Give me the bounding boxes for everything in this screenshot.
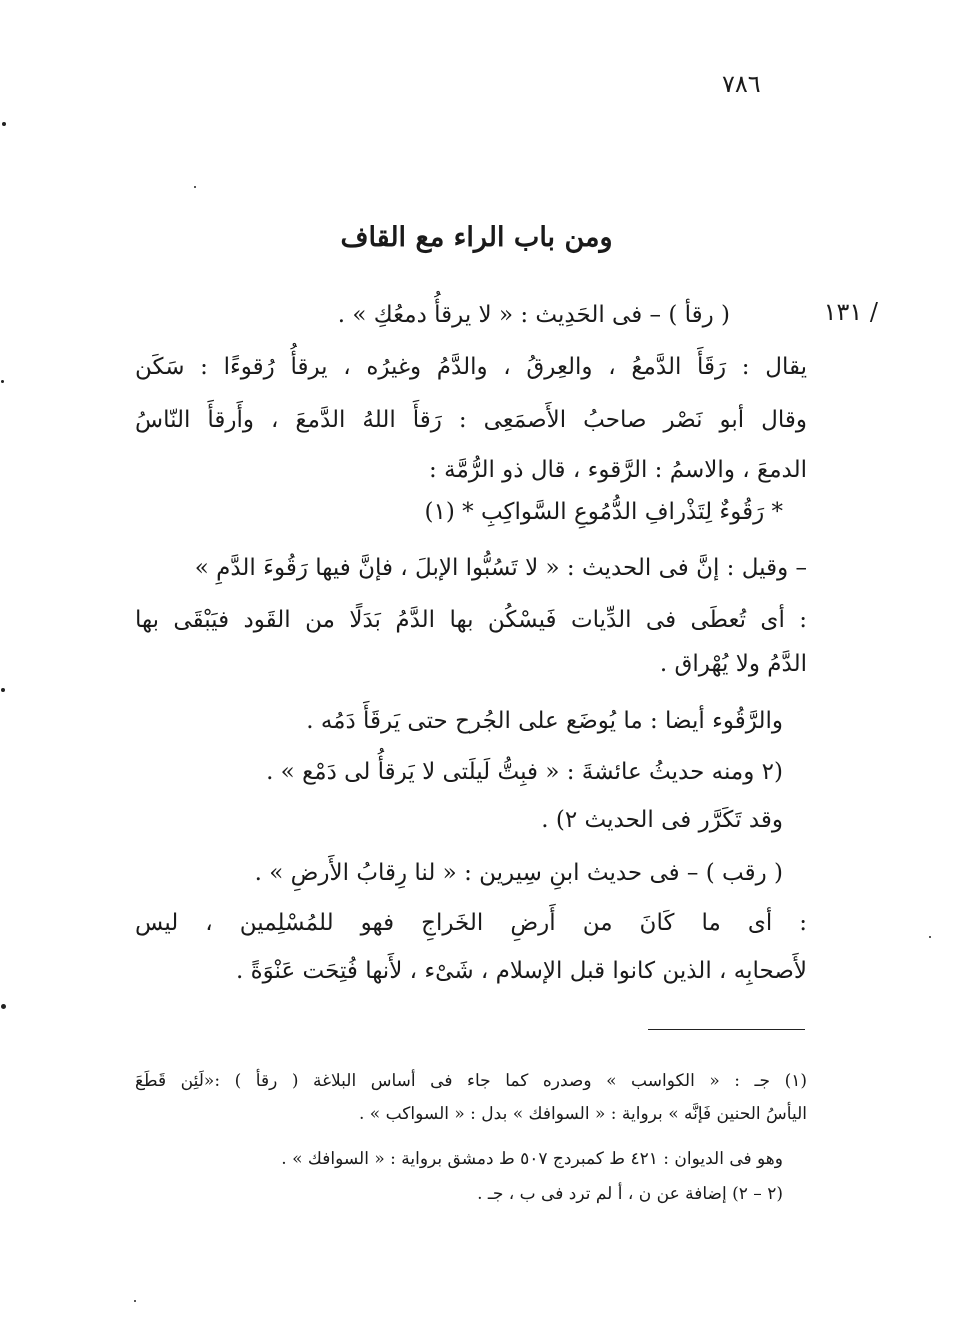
footnote-line: (١) جـ : « الكواسب » وصدره كما جاء فى أساس البلاغة ( رقأ ) :«لَئِن قَطَعَ (135, 1071, 807, 1091)
section-title: ومن باب الراء مع القاف (340, 222, 613, 253)
footnote-divider (648, 1029, 805, 1030)
scan-speck (1, 688, 5, 692)
footnote-line: (٢ – ٢) إضافة عن ن ، أ لم ترد فى ب ، جـ . (477, 1184, 783, 1204)
scan-speck (134, 1300, 136, 1302)
body-line: يقال : رَقَأَ الدَّمعُ ، والعِرقُ ، والدَّمُ وغيرُه ، يرقأُ رُقوءًا : سَكَن (135, 354, 807, 380)
body-line: وقال أبو نَصْر صاحبُ الأَصمَعِى : رَقأَ اللهُ الدَّمعَ ، وأَرقأَ النّاسُ (135, 407, 807, 433)
footnote-line: اليأسُ الحنين فَإنَّه » برواية : « السوافك » بدل : « السواكب » . (359, 1104, 807, 1124)
scan-speck (1, 380, 4, 383)
scan-speck (1, 1004, 6, 1009)
page-number: ٧٨٦ (722, 70, 761, 98)
body-line: وقد تَكَرَّر فى الحديث ٢) . (541, 807, 783, 833)
body-line: لأَصحابِه ، الذين كانوا قبل الإسلام ، شَىْء ، لأَنها فُتِحَت عَنْوَةً . (235, 958, 807, 984)
body-line: الدمعَ ، والاسمُ : الرَّقوء ، قال ذو الرُّمَّة : (429, 457, 807, 483)
body-line: ( رقأ ) – فى الحَدِيث : « لا يرقأُ دمعُكِ » . (337, 302, 730, 328)
body-line: : أى ما كَانَ من أَرضِ الخَراجِ فهو للمُسْلِمين ، ليس (135, 910, 807, 936)
body-line: : أى تُعطَى فى الدِّيات فَيسْكُن بها الدَّمُ بَدَلًا من القَود فيَبْقَى بها (135, 607, 807, 633)
body-line: (٢ ومنه حديثُ عائشةَ : « فبِتُّ لَيلَتى لا يَرقأُ لى دَمْع » . (266, 759, 783, 785)
body-line: الدَّمُ ولا يُهْراق . (659, 651, 807, 677)
scan-speck (929, 936, 931, 938)
scan-speck (2, 122, 6, 126)
body-line: – وقيل : إنَّ فى الحديث : « لا تَسُبُّوا الإبلَ ، فإنَّ فيها رَقُوءَ الدَّمِ » (194, 555, 807, 581)
verse-line: * رَقُوءٌ لِتَذْرافِ الدُّمُوعِ السَّواكِبِ * (١) (424, 499, 783, 525)
scan-speck (194, 186, 196, 188)
entry-number: ١٣١ / (823, 298, 878, 326)
body-line: والرَّقُوء أيضا : ما يُوضَع على الجُرح حتى يَرقَأَ دَمُه . (306, 708, 783, 734)
body-line: ( رقب ) – فى حديث ابنِ سِيرين : « لنا رِقابُ الأَرضِ » . (254, 860, 783, 886)
footnote-line: وهو فى الديوان : ٤٢١ ط كمبردج ٥٠٧ ط دمشق برواية : « السوافك » . (281, 1149, 783, 1169)
